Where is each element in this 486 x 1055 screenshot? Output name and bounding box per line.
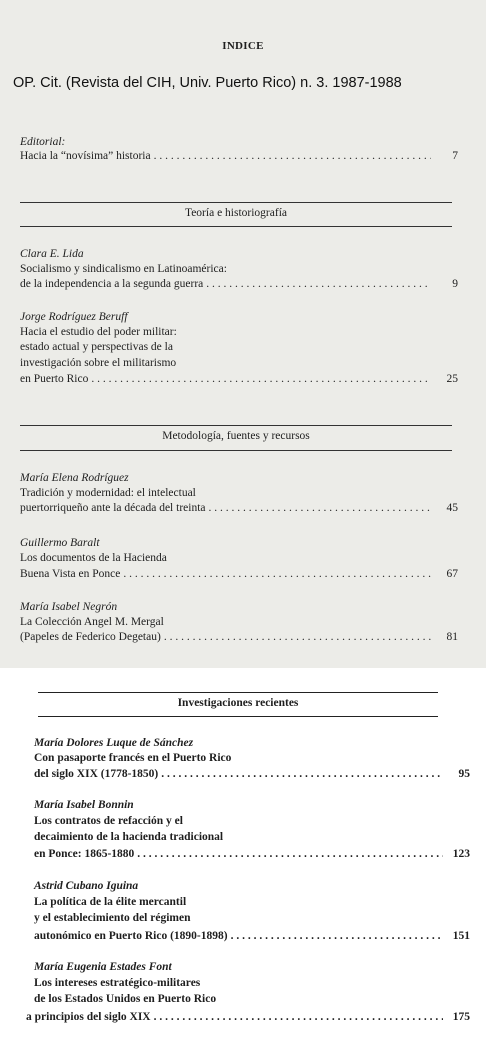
entry-title-line: Con pasaporte francés en el Puerto Rico bbox=[34, 752, 232, 764]
page-number: 7 bbox=[452, 150, 458, 162]
page-title: INDICE bbox=[222, 40, 264, 52]
entry-title-line: estado actual y perspectivas de la bbox=[20, 341, 173, 353]
toc-entry bbox=[20, 568, 458, 580]
entry-author: María Eugenia Estades Font bbox=[34, 961, 172, 973]
entry-title-line: Los intereses estratégico-militares bbox=[34, 977, 201, 989]
leader-dots bbox=[164, 631, 431, 643]
entry-author: Clara E. Lida bbox=[20, 248, 84, 260]
entry-author: Guillermo Baralt bbox=[20, 537, 100, 549]
toc-entry bbox=[34, 848, 470, 860]
leader-dots bbox=[154, 150, 431, 162]
page-number: 45 bbox=[446, 502, 458, 514]
section-rule-bottom bbox=[38, 716, 438, 717]
page-number: 81 bbox=[446, 631, 458, 643]
entry-title-line: Tradición y modernidad: el intelectual bbox=[20, 487, 196, 499]
section-rule-top bbox=[20, 425, 452, 426]
leader-dots bbox=[91, 373, 431, 385]
section-rule-top bbox=[38, 692, 438, 693]
entry-title-last: Buena Vista en Ponce bbox=[20, 568, 121, 580]
entry-title-line: Los contratos de refacción y el bbox=[34, 815, 183, 827]
page-number: 123 bbox=[452, 848, 470, 860]
toc-entry bbox=[20, 631, 458, 643]
source-note: OP. Cit. (Revista del CIH, Univ. Puerto Rico) n. 3. 1987-1988 bbox=[13, 75, 402, 91]
entry-title-last: (Papeles de Federico Degetau) bbox=[20, 631, 161, 643]
entry-title-last: a principios del siglo XIX bbox=[26, 1011, 151, 1023]
toc-entry bbox=[20, 373, 458, 385]
entry-title-last: en Puerto Rico bbox=[20, 373, 89, 385]
entry-title-line: y el establecimiento del régimen bbox=[34, 912, 191, 924]
entry-author: Astrid Cubano Iguina bbox=[34, 880, 139, 892]
entry-author: María Isabel Negrón bbox=[20, 601, 118, 613]
leader-dots bbox=[209, 502, 431, 514]
entry-title-last: en Ponce: 1865-1880 bbox=[34, 848, 135, 860]
entry-title-line: Hacia el estudio del poder militar: bbox=[20, 326, 177, 338]
leader-dots bbox=[154, 1011, 443, 1023]
entry-title-last: de la independencia a la segunda guerra bbox=[20, 278, 204, 290]
entry-author: María Dolores Luque de Sánchez bbox=[34, 737, 194, 749]
entry-title-last: del siglo XIX (1778-1850) bbox=[34, 768, 159, 780]
section-rule-top bbox=[20, 202, 452, 203]
toc-entry bbox=[20, 502, 458, 514]
page-number: 95 bbox=[458, 768, 470, 780]
entry-title-last: puertorriqueño ante la década del treinta bbox=[20, 502, 206, 514]
editorial-label: Editorial: bbox=[20, 136, 66, 148]
leader-dots bbox=[137, 848, 443, 860]
entry-title-line: Socialismo y sindicalismo en Latinoamérica: bbox=[20, 263, 227, 275]
section-title: Investigaciones recientes bbox=[177, 697, 299, 709]
entry-title: Hacia la “novísima” historia bbox=[20, 150, 151, 162]
leader-dots bbox=[123, 568, 431, 580]
entry-title-line: La política de la élite mercantil bbox=[34, 896, 187, 908]
toc-entry bbox=[26, 1011, 470, 1023]
entry-title-line: investigación sobre el militarismo bbox=[20, 357, 177, 369]
page-number: 9 bbox=[452, 278, 458, 290]
entry-title-line: decaimiento de la hacienda tradicional bbox=[34, 831, 224, 843]
entry-author: María Isabel Bonnin bbox=[34, 799, 134, 811]
page-number: 151 bbox=[452, 930, 470, 942]
leader-dots bbox=[206, 278, 431, 290]
entry-title-last: autonómico en Puerto Rico (1890-1898) bbox=[34, 930, 228, 942]
toc-entry bbox=[34, 768, 470, 780]
entry-author: María Elena Rodríguez bbox=[20, 472, 129, 484]
entry-title-line: Los documentos de la Hacienda bbox=[20, 552, 167, 564]
page-number: 67 bbox=[446, 568, 458, 580]
toc-entry bbox=[34, 930, 470, 942]
page-number: 25 bbox=[446, 373, 458, 385]
section-title: Teoría e historiografía bbox=[184, 207, 287, 219]
entry-title-line: La Colección Angel M. Mergal bbox=[20, 616, 164, 628]
leader-dots bbox=[231, 930, 443, 942]
section-title: Metodología, fuentes y recursos bbox=[162, 430, 310, 442]
section-rule-bottom bbox=[20, 450, 452, 451]
page-number: 175 bbox=[452, 1011, 470, 1023]
leader-dots bbox=[161, 768, 443, 780]
section-rule-bottom bbox=[20, 226, 452, 227]
entry-title-line: de los Estados Unidos en Puerto Rico bbox=[34, 993, 217, 1005]
entry-author: Jorge Rodríguez Beruff bbox=[20, 311, 128, 323]
toc-entry bbox=[20, 278, 458, 290]
editorial-entry bbox=[20, 150, 458, 162]
